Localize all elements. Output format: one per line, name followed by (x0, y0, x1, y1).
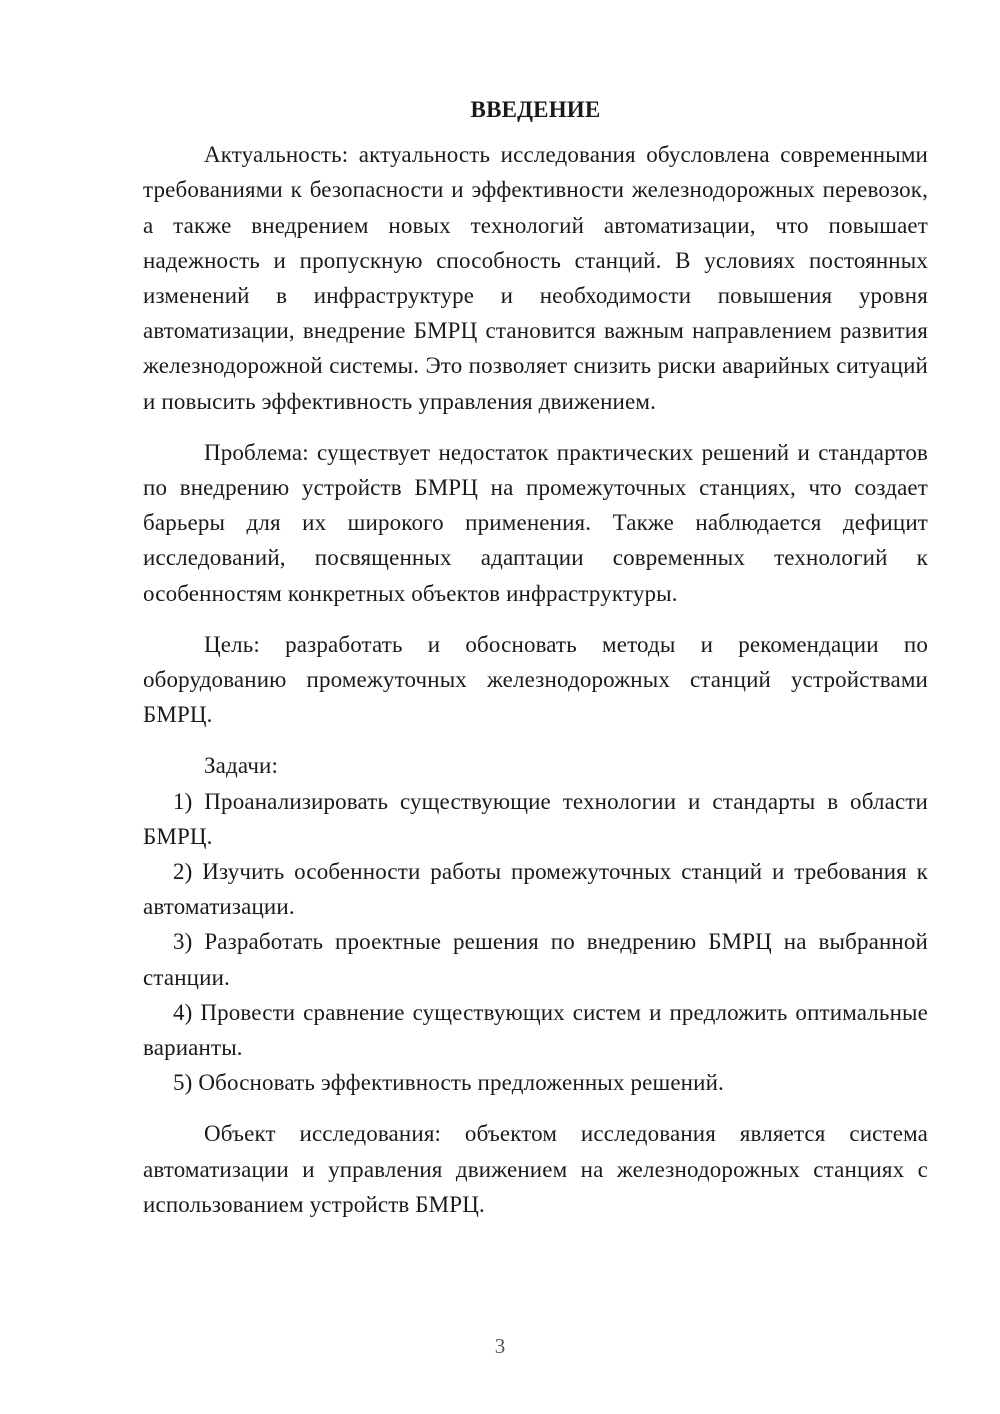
list-item: 1) Проанализировать существующие технологии и стандарты в области БМРЦ. (143, 788, 928, 849)
list-item: 5) Обосновать эффективность предложенных решений. (173, 1070, 724, 1096)
document-page (143, 92, 928, 1222)
document-heading: ВВЕДЕНИЕ (470, 97, 601, 122)
list-item: 3) Разработать проектные решения по внедрению БМРЦ на выбранной станции. (143, 929, 928, 990)
list-item: 4) Провести сравнение существующих систем и предложить оптимальные варианты. (143, 999, 928, 1061)
tasks-list (143, 784, 928, 1101)
paragraph-relevance: Актуальность: актуальность исследования обусловлена современными требованиями к безопасности и эффективности железнодорожных перевозок, а также внедрением новых технологий автоматизации, что повышает надежность и пропускную способность станций. В условиях постоянных изменений в инфраструктуре и необходимости повышения уровня автоматизации, внедрение БМРЦ становится важным направлением развития железнодорожной системы. Это позволяет снизить риски аварийных ситуаций и повысить эффективность управления движением. (143, 142, 928, 414)
paragraph-goal: Цель: разработать и обосновать методы и рекомендации по оборудованию промежуточных железнодорожных станций устройствами БМРЦ. (143, 631, 928, 728)
paragraph-problem: Проблема: существует недостаток практических решений и стандартов по внедрению устройств БМРЦ на промежуточных станциях, что создает барьеры для их широкого применения. Также наблюдается дефицит исследований, посвященных адаптации современных технологий к особенностям конкретных объектов инфраструктуры. (143, 439, 928, 606)
paragraph-tasks-label: Задачи: (204, 753, 279, 779)
page-number: 3 (494, 1334, 506, 1358)
paragraph-object: Объект исследования: объектом исследования является система автоматизации и управления движением на железнодорожных станциях с использованием устройств БМРЦ. (143, 1121, 928, 1217)
list-item: 2) Изучить особенности работы промежуточных станций и требования к автоматизации. (143, 859, 928, 920)
